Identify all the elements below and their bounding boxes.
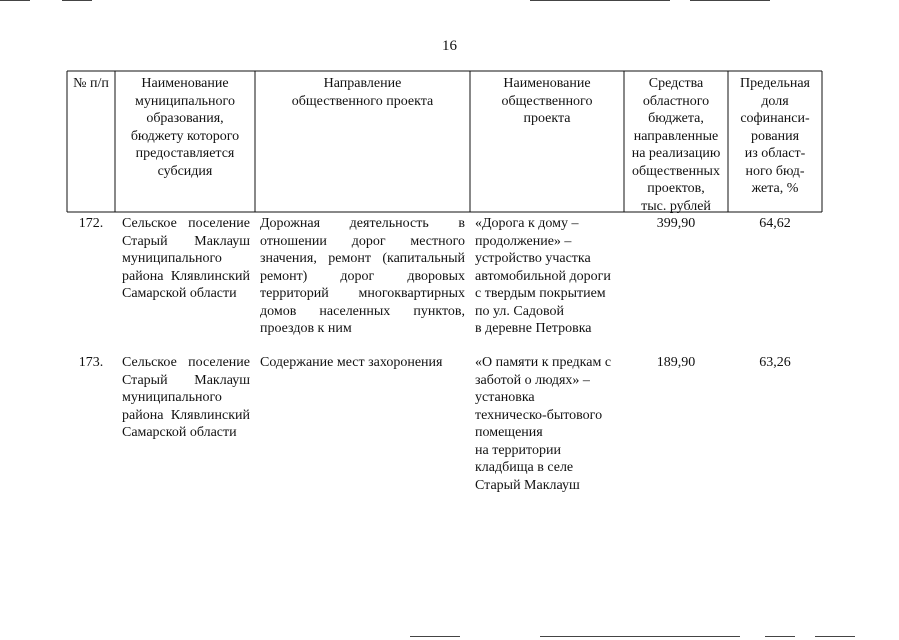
row-173-num: 173. xyxy=(78,355,104,370)
header-municipality: Наименование муниципального образования, бюджету которого предоставляется субсидия xyxy=(130,76,240,179)
row-172-project: «Дорога к дому – продолжение» – устройство участка автомобильной дороги с твердым покрытием по ул. Садовой в деревне Петровка xyxy=(475,216,611,336)
header-direction: Направление общественного проекта xyxy=(291,76,434,109)
scan-mark xyxy=(690,0,770,1)
scan-mark xyxy=(815,636,855,637)
row-173-direction: Содержание мест захоронения xyxy=(260,355,443,370)
scan-mark xyxy=(530,0,670,1)
scan-mark xyxy=(0,0,30,1)
scan-mark xyxy=(765,636,795,637)
row-173-municipality: Сельское поселение Старый Маклауш муниципального района Клявлинский Самарской области xyxy=(122,355,250,440)
header-share: Предельная доля софинанси- рования из област- ного бюд- жета, % xyxy=(740,76,810,196)
row-173-project: «О памяти к предкам с заботой о людях» – установка техническо-бытового помещения на территории кладбища в селе Старый Маклауш xyxy=(475,355,612,493)
scan-mark xyxy=(540,636,740,637)
row-173-share: 63,26 xyxy=(759,355,791,370)
row-172-direction: Дорожная деятельность в отношении дорог местного значения, ремонт (капитальный ремонт) дорог дворовых территорий многоквартирных домов населенных пунктов, проездов к ним xyxy=(260,216,465,336)
row-172-municipality: Сельское поселение Старый Маклауш муниципального района Клявлинский Самарской области xyxy=(122,216,250,301)
scan-mark xyxy=(62,0,92,1)
page-number: 16 xyxy=(442,38,457,54)
row-173-funds: 189,90 xyxy=(656,355,696,370)
header-num: № п/п xyxy=(73,76,109,91)
row-172-share: 64,62 xyxy=(759,216,791,231)
row-172-funds: 399,90 xyxy=(656,216,696,231)
row-172-num: 172. xyxy=(78,216,104,231)
scan-mark xyxy=(410,636,460,637)
header-funds: Средства областного бюджета, направленные на реализацию общественных проектов, тыс. рублей xyxy=(631,76,721,214)
header-project: Наименование общественного проекта xyxy=(501,76,593,126)
